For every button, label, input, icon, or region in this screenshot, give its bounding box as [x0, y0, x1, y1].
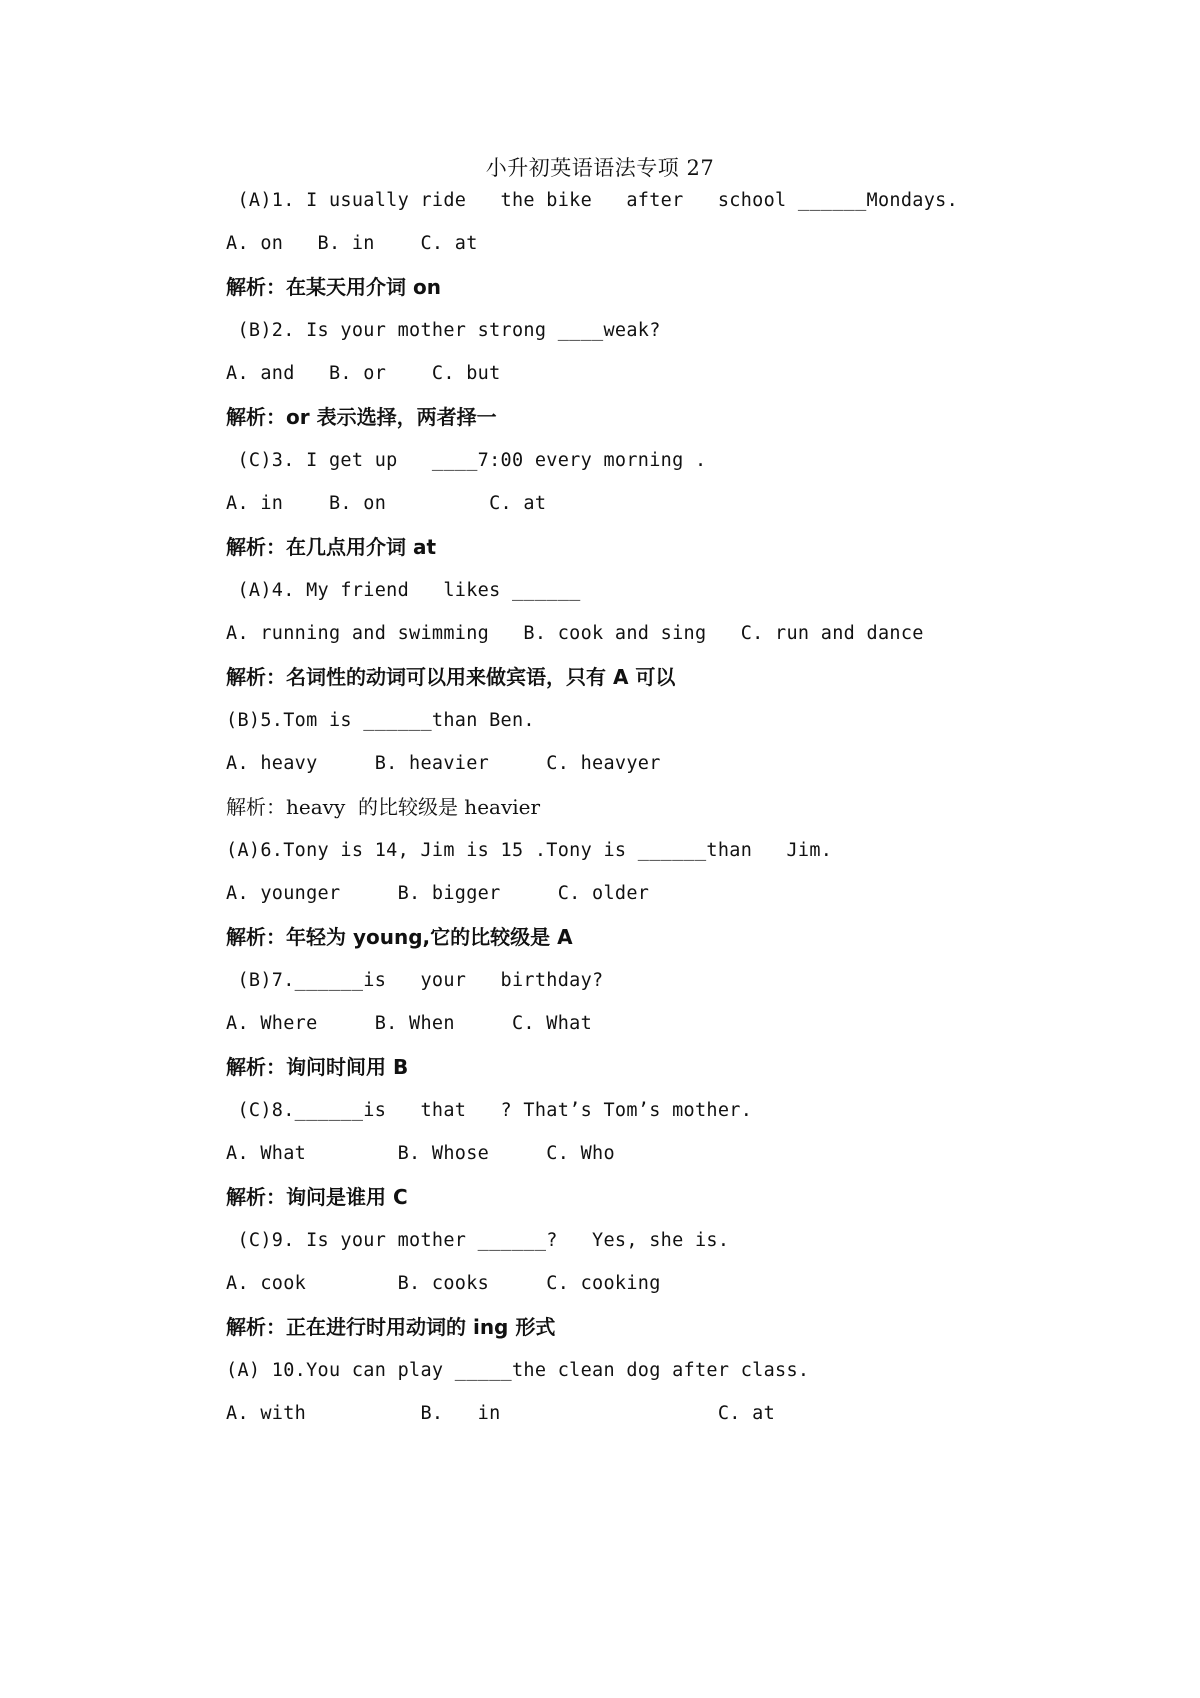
question-6: (A)6.Tony is 14, Jim is 15 .Tony is ______than Jim. [226, 840, 833, 861]
question-7: (B)7.______is your birthday? [226, 970, 604, 991]
explanation-5: 解析：heavy 的比较级是 heavier [226, 795, 541, 819]
page-title: 小升初英语语法专项 27 [485, 156, 715, 180]
question-5: (B)5.Tom is ______than Ben. [226, 710, 535, 731]
explanation-6: 解析：年轻为 young,它的比较级是 A [226, 925, 573, 949]
options-1: A. on B. in C. at [226, 233, 478, 254]
question-4: (A)4. My friend likes ______ [226, 580, 581, 601]
question-9: (C)9. Is your mother ______? Yes, she is. [226, 1230, 730, 1251]
options-8: A. What B. Whose C. Who [226, 1143, 615, 1164]
explanation-1: 解析：在某天用介词 on [226, 275, 441, 299]
options-7: A. Where B. When C. What [226, 1013, 593, 1034]
options-4: A. running and swimming B. cook and sing C. run and dance [226, 623, 924, 644]
explanation-7: 解析：询问时间用 B [226, 1055, 409, 1079]
explanation-2: 解析：or 表示选择，两者择一 [226, 405, 497, 429]
question-8: (C)8.______is that ? That’s Tom’s mother. [226, 1100, 753, 1121]
options-5: A. heavy B. heavier C. heavyer [226, 753, 661, 774]
options-9: A. cook B. cooks C. cooking [226, 1273, 661, 1294]
options-2: A. and B. or C. but [226, 363, 501, 384]
options-6: A. younger B. bigger C. older [226, 883, 650, 904]
options-10: A. with B. in C. at [226, 1403, 776, 1424]
explanation-8: 解析：询问是谁用 C [226, 1185, 408, 1209]
explanation-4: 解析：名词性的动词可以用来做宾语，只有 A 可以 [226, 665, 676, 689]
explanation-9: 解析：正在进行时用动词的 ing 形式 [226, 1315, 556, 1339]
question-1: (A)1. I usually ride the bike after school ______Mondays. [226, 190, 959, 211]
options-3: A. in B. on C. at [226, 493, 547, 514]
explanation-3: 解析：在几点用介词 at [226, 535, 437, 559]
question-10: (A) 10.You can play _____the clean dog after class. [226, 1360, 810, 1381]
question-2: (B)2. Is your mother strong ____weak? [226, 320, 661, 341]
question-3: (C)3. I get up ____7:00 every morning . [226, 450, 707, 471]
